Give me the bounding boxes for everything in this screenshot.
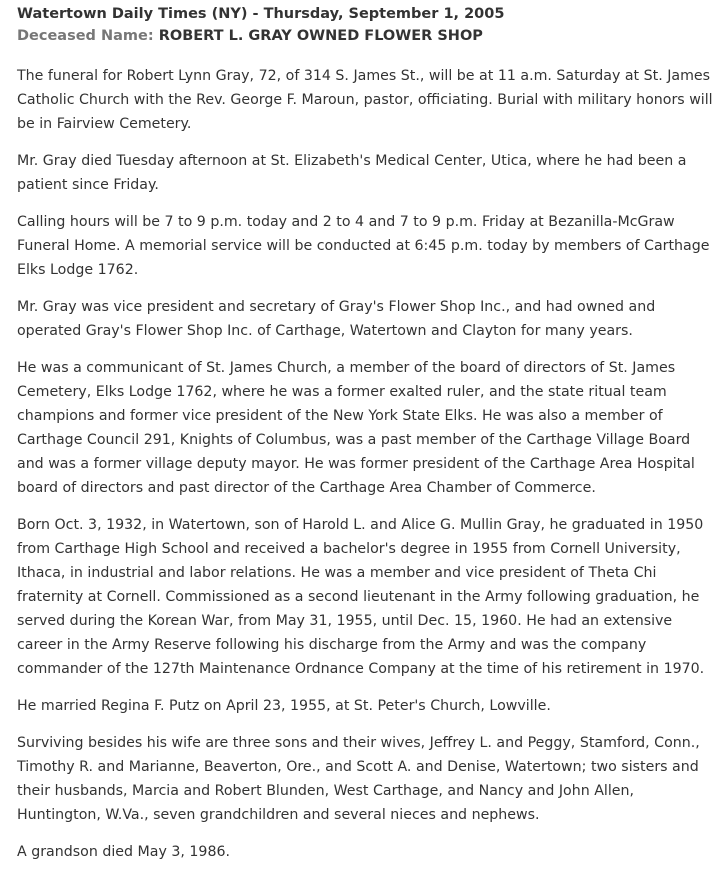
deceased-name-label: Deceased Name: [17, 28, 154, 44]
paragraph-calling-hours: Calling hours will be 7 to 9 p.m. today and 2 to 4 and 7 to 9 p.m. Friday at Bezanilla-McGraw Funeral Home. A memorial service will be conducted at 6:45 p.m. today by members of Carthage Elks Lodge 1762. [17, 214, 710, 278]
paragraph-survivors: Surviving besides his wife are three sons and their wives, Jeffrey L. and Peggy, Stamford, Conn., Timothy R. and Marianne, Beaverton, Ore., and Scott A. and Denise, Watertown; two sisters and their husbands, Marcia and Robert Blunden, West Carthage, and Nancy and John Allen, Huntington, W.Va., seven grandchildren and several nieces and nephews. [17, 735, 700, 823]
obituary-body [17, 64, 719, 864]
deceased-name-line [17, 25, 719, 47]
paragraph-memberships: He was a communicant of St. James Church, a member of the board of directors of St. James Cemetery, Elks Lodge 1762, where he was a former exalted ruler, and the state ritual team champions and former vice president of the New York State Elks. He was also a member of Carthage Council 291, Knights of Columbus, was a past member of the Carthage Village Board and was a former village deputy mayor. He was former president of the Carthage Area Hospital board of directors and past director of the Carthage Area Chamber of Commerce. [17, 360, 695, 496]
paragraph-funeral: The funeral for Robert Lynn Gray, 72, of 314 S. James St., will be at 11 a.m. Saturday at St. James Catholic Church with the Rev. George F. Maroun, pastor, officiating. Burial with military honors will be in Fairview Cemetery. [17, 68, 713, 132]
deceased-name-value: ROBERT L. GRAY OWNED FLOWER SHOP [158, 28, 483, 44]
paragraph-death: Mr. Gray died Tuesday afternoon at St. Elizabeth's Medical Center, Utica, where he had been a patient since Friday. [17, 153, 687, 193]
paragraph-business: Mr. Gray was vice president and secretary of Gray's Flower Shop Inc., and had owned and operated Gray's Flower Shop Inc. of Carthage, Watertown and Clayton for many years. [17, 299, 656, 339]
publication-line: Watertown Daily Times (NY) - Thursday, September 1, 2005 [17, 6, 505, 22]
paragraph-marriage: He married Regina F. Putz on April 23, 1955, at St. Peter's Church, Lowville. [17, 698, 551, 714]
paragraph-biography: Born Oct. 3, 1932, in Watertown, son of Harold L. and Alice G. Mullin Gray, he graduated in 1950 from Carthage High School and received a bachelor's degree in 1955 from Cornell University, Ithaca, in industrial and labor relations. He was a member and vice president of Theta Chi fraternity at Cornell. Commissioned as a second lieutenant in the Army following graduation, he served during the Korean War, from May 31, 1955, until Dec. 15, 1960. He had an extensive career in the Army Reserve following his discharge from the Army and was the company commander of the 127th Maintenance Ordnance Company at the time of his retirement in 1970. [17, 517, 705, 677]
paragraph-predeceased: A grandson died May 3, 1986. [17, 844, 231, 860]
